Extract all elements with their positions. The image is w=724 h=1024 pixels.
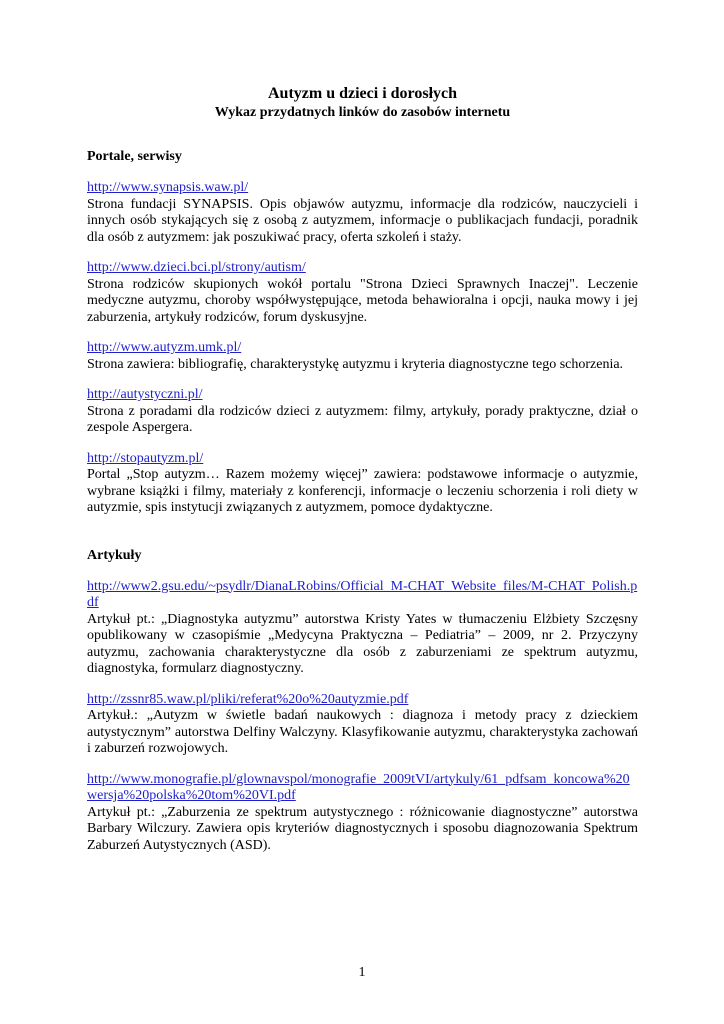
article-link[interactable]: http://zssnr85.waw.pl/pliki/referat%20o%20autyzmie.pdf (87, 691, 409, 707)
portal-entry (87, 451, 638, 517)
document-title: Autyzm u dzieci i dorosłych (267, 85, 458, 102)
portal-description: Strona fundacji SYNAPSIS. Opis objawów autyzmu, informacje dla rodziców, nauczycieli i innych osób stykających się z osobą z autyzmem, informacje o publikacjach fundacji, poradnik dla osób z autyzmem: jak poszukiwać pracy, oferta szkoleń i staży. (87, 196, 638, 245)
portal-entry (87, 340, 638, 373)
portal-link[interactable]: http://www.autyzm.umk.pl/ (87, 340, 242, 355)
section-heading-articles: Artykuły (87, 547, 142, 563)
page-number: 1 (358, 965, 366, 980)
portal-link[interactable]: http://www.synapsis.waw.pl/ (87, 180, 249, 195)
article-entry (87, 772, 638, 855)
article-description: Artykuł pt.: „Diagnostyka autyzmu” autorstwa Kristy Yates w tłumaczeniu Elżbiety Szczęsny opublikowany w czasopiśmie „Medycyna Praktyczna – Pediatria” – 2009, nr 2. Przyczyny autyzmu, zachowania charakterystyczne dla osób z zaburzeniami ze spektrum autyzmu, diagnostyka, formularz diagnostyczny. (87, 611, 638, 676)
portal-link[interactable]: http://autystyczni.pl/ (87, 387, 203, 402)
portal-entry (87, 260, 638, 326)
article-description: Artykuł pt.: „Zaburzenia ze spektrum autystycznego : różnicowanie diagnostyczne” autorstwa Barbary Wilczury. Zawiera opis kryteriów diagnostycznych i sposobu diagnozowania Spektrum Zaburzeń Autystycznych (ASD). (87, 804, 638, 853)
portal-description: Strona zawiera: bibliografię, charakterystykę autyzmu i kryteria diagnostyczne tego schorzenia. (87, 356, 624, 372)
portal-link[interactable]: http://stopautyzm.pl/ (87, 450, 204, 466)
article-entry (87, 692, 638, 758)
section-heading-portals: Portale, serwisy (87, 149, 182, 164)
portal-description: Strona z poradami dla rodziców dzieci z autyzmem: filmy, artykuły, porady praktyczne, dział o zespole Aspergera. (87, 403, 638, 435)
document-subtitle: Wykaz przydatnych linków do zasobów internetu (214, 105, 511, 120)
portal-description: Strona rodziców skupionych wokół portalu "Strona Dzieci Sprawnych Inaczej". Leczenie medyczne autyzmu, choroby współwystępujące, metoda behawioralna i opcji, nauka mowy i jej zaburzenia, artykuły rodziców, forum dyskusyjne. (87, 276, 638, 325)
document-page (87, 84, 638, 868)
article-link[interactable]: http://www.monografie.pl/glownavspol/monografie_2009tVI/artykuly/61_pdfsam_koncowa%20wersja%20polska%20tom%20VI.pdf (87, 771, 630, 803)
article-description: Artykuł.: „Autyzm w świetle badań naukowych : diagnoza i metody pracy z dzieckiem autystycznym” autorstwa Delfiny Walczyny. Klasyfikowanie autyzmu, charakterystyka zachowań i zaburzeń rozwojowych. (87, 708, 638, 756)
article-entry (87, 579, 638, 678)
portal-entry (87, 387, 638, 437)
portal-description: Portal „Stop autyzm… Razem możemy więcej” zawiera: podstawowe informacje o autyzmie, wybrane książki i filmy, materiały z konferencji, informacje o leczeniu schorzenia i roli diety w autyzmie, spis instytucji związanych z autyzmem, pomoce dydaktyczne. (87, 467, 638, 515)
portal-entry (87, 180, 638, 246)
portal-link[interactable]: http://www.dzieci.bci.pl/strony/autism/ (87, 260, 306, 275)
article-link[interactable]: http://www2.gsu.edu/~psydlr/DianaLRobins/Official_M-CHAT_Website_files/M-CHAT_Polish.pdf (87, 578, 638, 610)
